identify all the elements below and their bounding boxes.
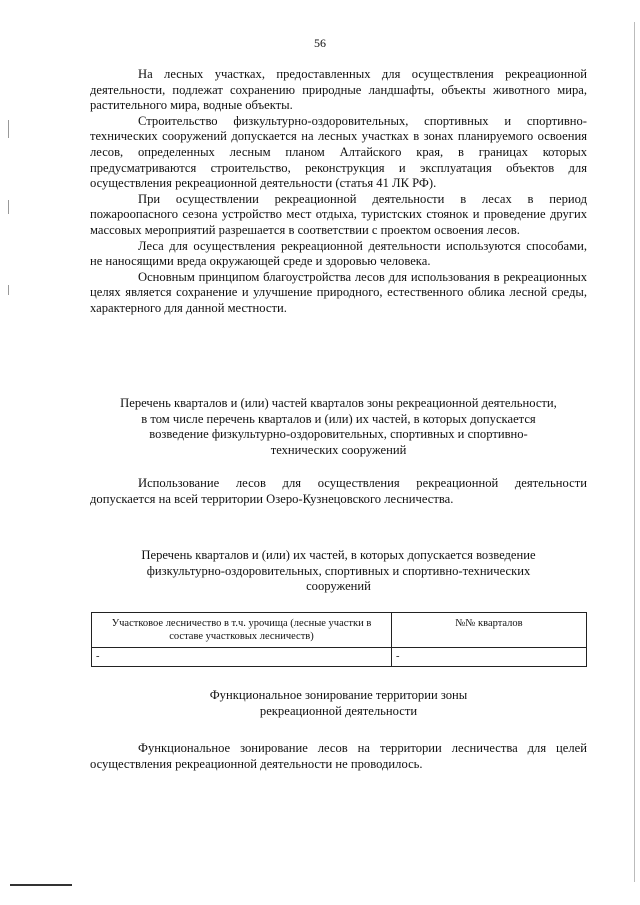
page-number: 56 bbox=[314, 36, 326, 50]
scan-edge-line bbox=[634, 22, 635, 882]
body-text-top bbox=[90, 67, 587, 317]
table-row bbox=[92, 648, 587, 667]
paragraph: При осуществлении рекреационной деятельности в лесах в период пожароопасного сезона устройство мест отдыха, туристских стоянок и проведение других массовых мероприятий разрешается в соответствии с проектом освоения лесов. bbox=[90, 191, 587, 237]
table-header-row bbox=[92, 613, 587, 648]
paragraph: Основным принципом благоустройства лесов для использования в рекреационных целях является сохранение и улучшение природного, естественного облика лесной среды, характерного для данной местности. bbox=[90, 269, 587, 315]
section-heading-quarters: Перечень кварталов и (или) частей кварталов зоны рекреационной деятельности, в том числе перечень кварталов и (или) их частей, в которых допускается возведение физкультурно-оздоровительных, спортивных и спортивно-технических сооружений bbox=[120, 396, 557, 457]
scan-margin-mark bbox=[8, 200, 9, 214]
footnote-rule bbox=[10, 884, 72, 886]
table-cell: - bbox=[392, 648, 587, 667]
table-cell: - bbox=[92, 648, 392, 667]
paragraph: Использование лесов для осуществления рекреационной деятельности допускается на всей территории Озеро-Кузнецовского лесничества. bbox=[90, 476, 587, 506]
section-heading-zoning: Функциональное зонирование территории зоны рекреационной деятельности bbox=[209, 688, 468, 718]
table-header-cell: №№ кварталов bbox=[392, 613, 587, 648]
quarters-table bbox=[91, 612, 587, 667]
scan-margin-mark bbox=[8, 285, 9, 295]
section-heading-structures: Перечень кварталов и (или) их частей, в которых допускается возведение физкультурно-оздоровительных, спортивных и спортивно-технических сооружений bbox=[141, 548, 536, 594]
paragraph: Строительство физкультурно-оздоровительных, спортивных и спортивно-технических сооружений допускается на лесных участках в зонах планируемого освоения лесов, определенных лесным планом Алтайского края, в границах которых предусматриваются строительство, реконструкция и эксплуатация объектов для осуществления рекреационной деятельности (статья 41 ЛК РФ). bbox=[90, 113, 587, 191]
table-header-cell: Участковое лесничество в т.ч. урочища (лесные участки в составе участковых лесничеств) bbox=[92, 613, 392, 648]
paragraph: Леса для осуществления рекреационной деятельности используются способами, не наносящими вреда окружающей среде и здоровью человека. bbox=[90, 238, 587, 269]
paragraph: Функциональное зонирование лесов на территории лесничества для целей осуществления рекреационной деятельности не проводилось. bbox=[90, 741, 587, 771]
body-text-middle bbox=[90, 476, 587, 507]
body-text-bottom bbox=[90, 741, 587, 772]
paragraph: На лесных участках, предоставленных для осуществления рекреационной деятельности, подлежат сохранению природные ландшафты, объекты животного мира, растительного мира, водные объекты. bbox=[90, 67, 587, 113]
scan-margin-mark bbox=[8, 120, 9, 138]
